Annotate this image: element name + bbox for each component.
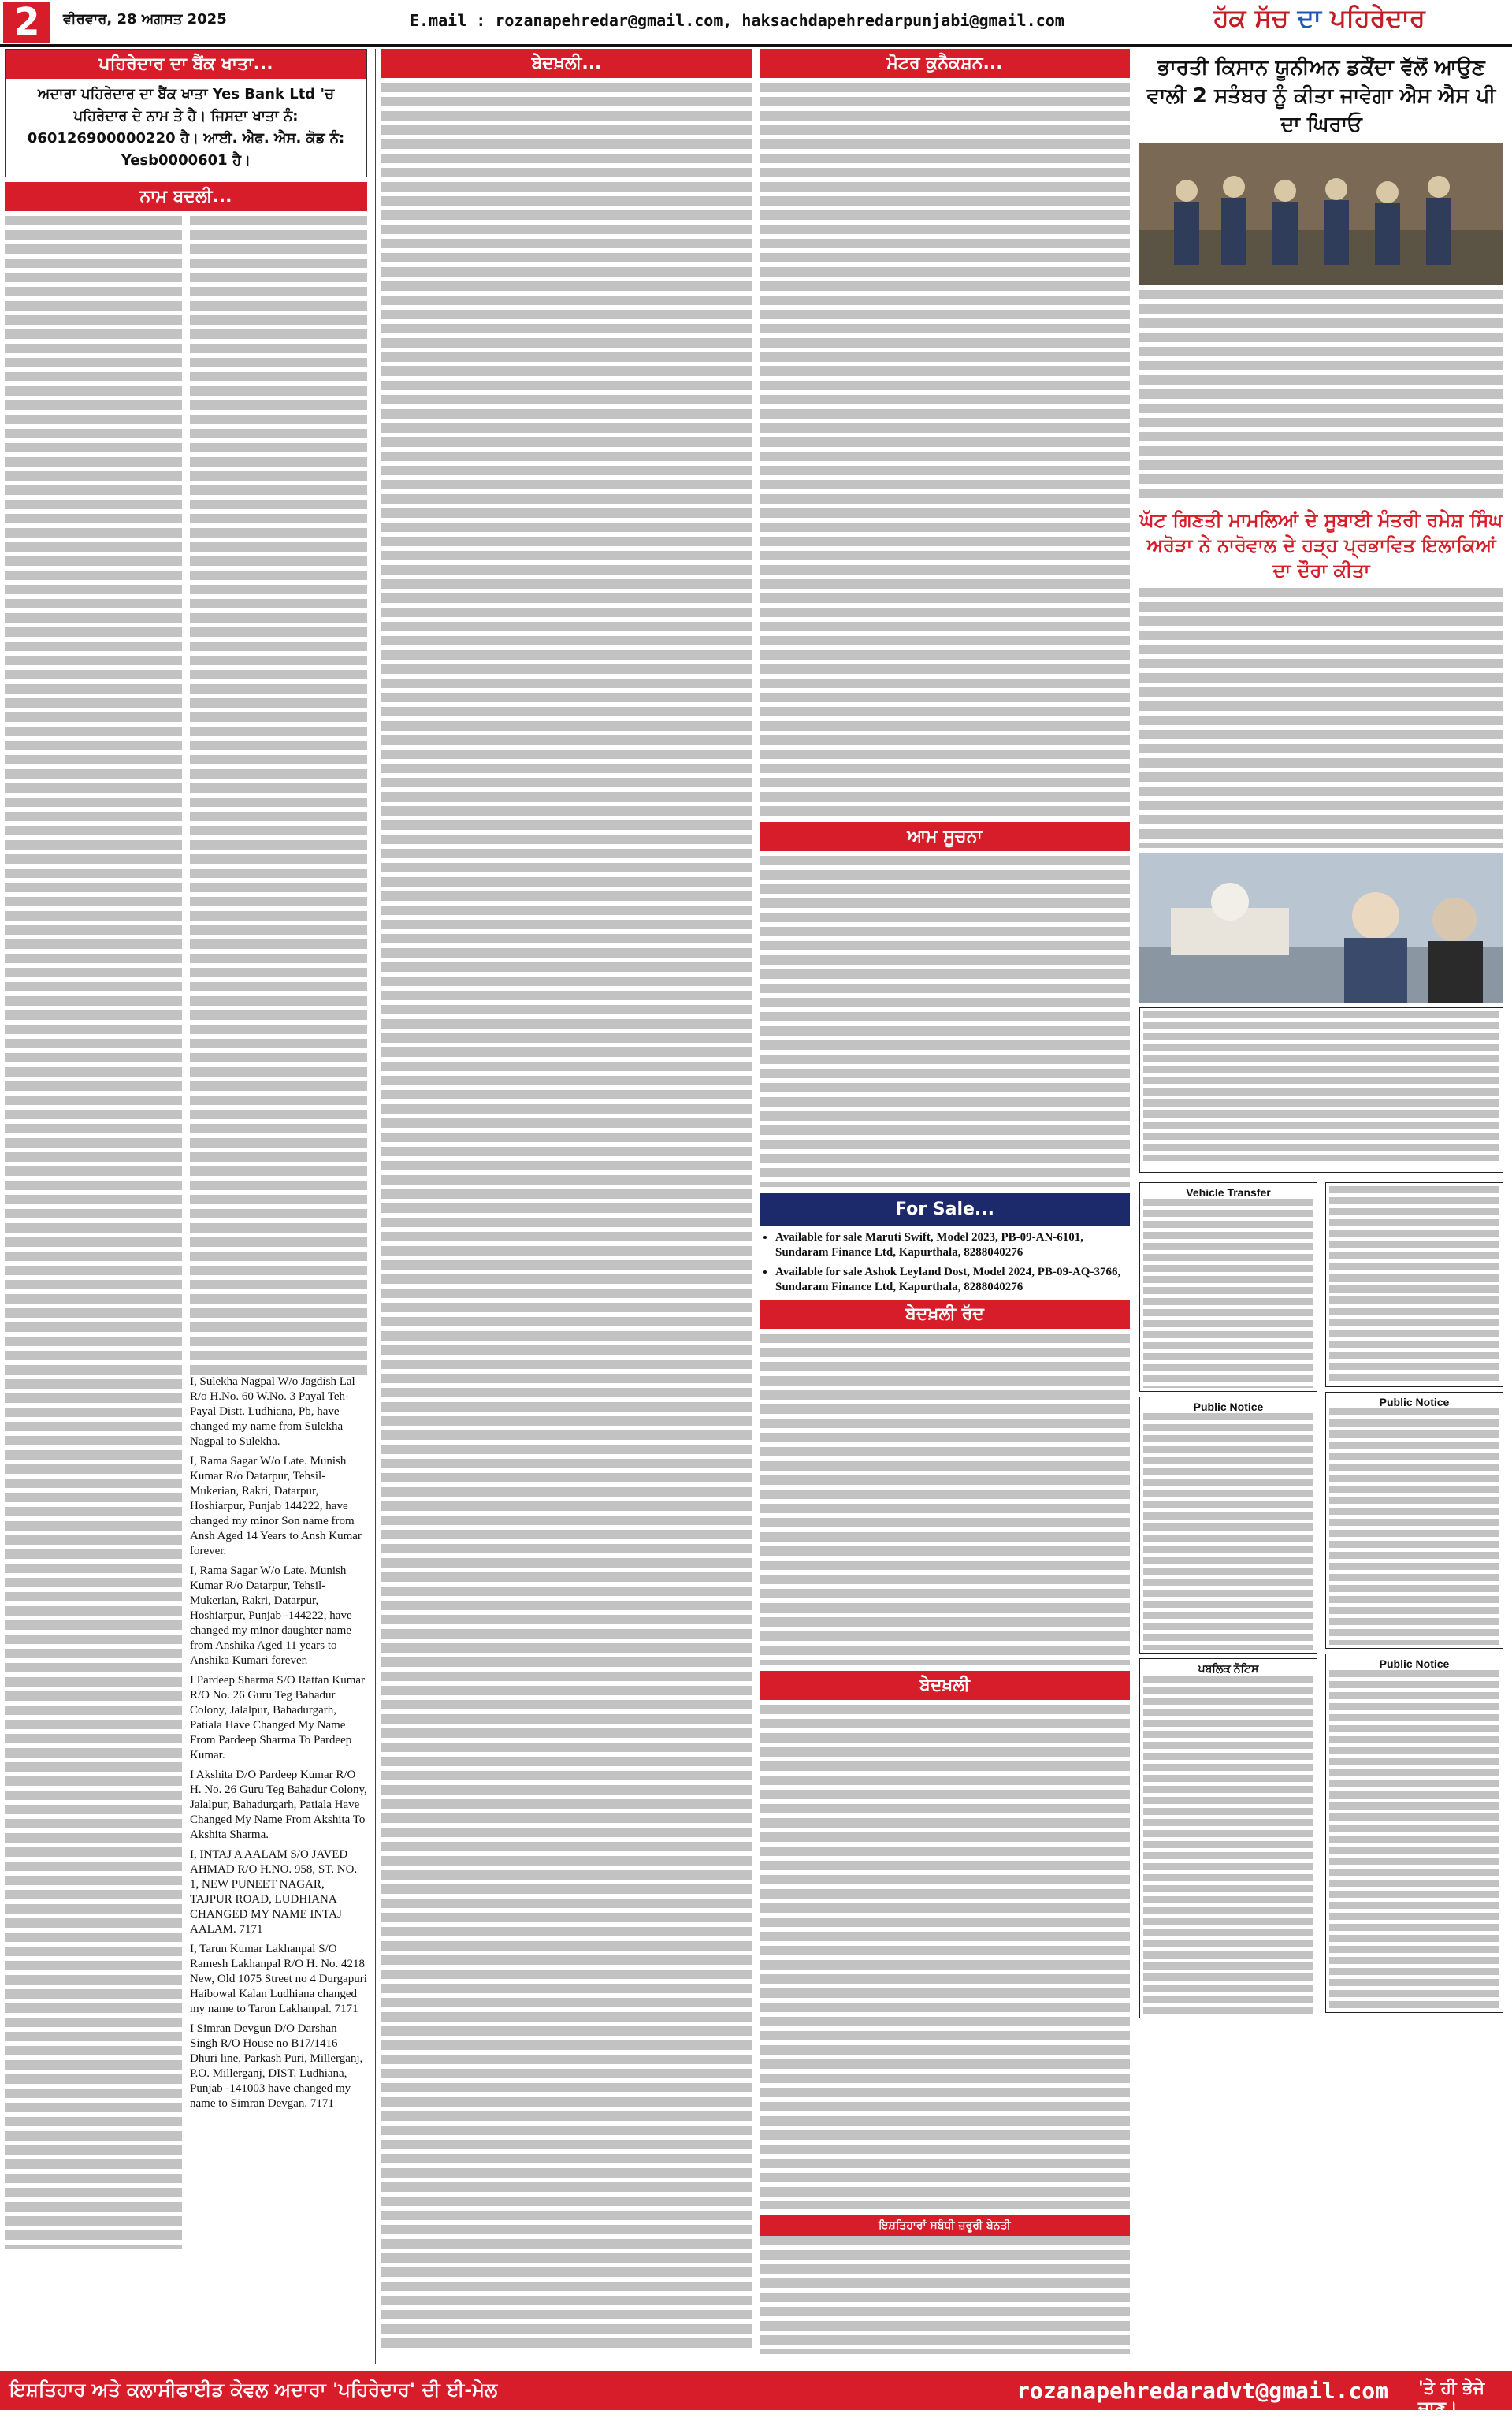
minister-photo <box>1139 853 1503 1003</box>
logo-part-2: ਦਾ <box>1297 3 1331 33</box>
advertisers-note-heading: ਇਸ਼ਤਿਹਾਰਾਂ ਸਬੰਧੀ ਜ਼ਰੂਰੀ ਬੇਨਤੀ <box>760 2215 1130 2236</box>
english-notice: I, Rama Sagar W/o Late. Munish Kumar R/o Datarpur, Tehsil- Mukerian, Rakri, Datarpur, Hoshiarpur, Punjab -144222, have changed my minor daughter name from Anshika Aged 11 years to Anshika Kumari forever. <box>190 1564 352 1667</box>
name-change-columns <box>5 216 367 2249</box>
public-notice-text <box>1143 1676 1313 2014</box>
public-notice-text <box>1143 1413 1313 1650</box>
footer-text: ਇਸ਼ਤਿਹਾਰ ਅਤੇ ਕਲਾਸੀਫਾਈਡ ਕੇਵਲ ਅਦਾਰਾ 'ਪਹਿਰੇਦਾਰ' ਦੀ ਈ-ਮੇਲ <box>9 2379 498 2401</box>
public-notice-text <box>1329 1186 1499 1383</box>
notice-columns <box>1139 1177 1503 2023</box>
for-sale-heading: For Sale... <box>760 1193 1130 1226</box>
minister-news-text <box>1139 588 1503 848</box>
public-notice-box-2 <box>1139 1658 1317 2018</box>
vehicle-transfer-box <box>1139 1182 1317 1392</box>
name-change-right <box>190 216 367 2249</box>
masthead-rule <box>0 44 1512 46</box>
vehicle-transfer-text <box>1143 1199 1313 1388</box>
public-notice-box-3 <box>1325 1182 1503 1387</box>
bedakhli-heading: ਬੇਦਖ਼ਲੀ... <box>381 49 752 78</box>
bedakhli-text-block <box>381 83 752 2353</box>
aam-suchna-text-block <box>760 856 1130 1187</box>
bedakhli-radd-text-block <box>760 1334 1130 1665</box>
footer-bar <box>0 2371 1512 2418</box>
footer-email[interactable]: rozanapehredaradvt@gmail.com <box>1016 2378 1389 2404</box>
notice-left <box>1139 1177 1317 2023</box>
english-notice: I, Sulekha Nagpal W/o Jagdish Lal R/o H.No. 60 W.No. 3 Payal Teh-Payal Distt. Ludhiana, Pb, have changed my name from Sulekha Nagpal to Sulekha. <box>190 1375 355 1448</box>
classified-text-block <box>5 216 182 2249</box>
motor-text-block <box>760 83 1130 816</box>
public-notice-text <box>1329 1408 1499 1645</box>
public-notice-title-pa: ਪਬਲਿਕ ਨੋਟਿਸ <box>1198 1662 1259 1675</box>
bank-heading: ਪਹਿਰੇਦਾਰ ਦਾ ਬੈਂਕ ਖਾਤਾ... <box>6 50 366 79</box>
kisan-news-text <box>1139 290 1503 503</box>
bank-account-box <box>5 49 367 177</box>
logo-part-1: ਹੱਕ ਸੱਚ <box>1213 3 1298 33</box>
column-4 <box>1139 49 1503 2364</box>
minister-photo-image <box>1139 853 1503 1003</box>
column-1 <box>5 49 367 2364</box>
footer-tail: 'ਤੇ ਹੀ ਭੇਜੇ ਜਾਣ। <box>1418 2379 1485 2418</box>
public-notice-title: Public Notice <box>1379 1657 1450 1670</box>
issue-date: ਵੀਰਵਾਰ, 28 ਅਗਸਤ 2025 <box>63 11 227 28</box>
english-notice: I Akshita D/O Pardeep Kumar R/O H. No. 26 Guru Teg Bahadur Colony, Jalalpur, Bahadurgarh, Patiala Have Changed My Name From Akshita To Akshita Sharma. <box>190 1769 367 1841</box>
public-notice-title: Public Notice <box>1193 1401 1264 1413</box>
headline-minister-visit: ਘੱਟ ਗਿਣਤੀ ਮਾਮਲਿਆਂ ਦੇ ਸੂਬਾਈ ਮੰਤਰੀ ਰਮੇਸ਼ ਸਿੰਘ ਅਰੋੜਾ ਨੇ ਨਾਰੋਵਾਲ ਦੇ ਹੜ੍ਹ ਪ੍ਰਭਾਵਿਤ ਇਲਾਕਿਆਂ ਦਾ ਦੌਰਾ ਕੀਤਾ <box>1139 509 1503 582</box>
headline-kisan-union: ਭਾਰਤੀ ਕਿਸਾਨ ਯੂਨੀਅਨ ਡਕੌਂਦਾ ਵੱਲੋਂ ਆਉਣ ਵਾਲੀ 2 ਸਤੰਬਰ ਨੂੰ ਕੀਤਾ ਜਾਵੇਗਾ ਐਸ ਐਸ ਪੀ ਦਾ ਘਿਰਾਓ <box>1146 56 1496 136</box>
notice-right <box>1325 1177 1503 2023</box>
public-notice-box-4 <box>1325 1392 1503 1649</box>
page-number: 2 <box>3 2 50 43</box>
bank-text: ਅਦਾਰਾ ਪਹਿਰੇਦਾਰ ਦਾ ਬੈਂਕ ਖਾਤਾ Yes Bank Ltd 'ਚ ਪਹਿਰੇਦਾਰ ਦੇ ਨਾਮ ਤੇ ਹੈ। ਜਿਸਦਾ ਖਾਤਾ ਨੰ: 060126900000220 ਹੈ। ਆਈ. ਐਫ. ਐਸ. ਕੋਡ ਨੰ: Yesb0000601 ਹੈ। <box>27 86 345 169</box>
for-sale-list <box>760 1230 1130 1295</box>
public-notice-box-5 <box>1325 1654 1503 2013</box>
motor-connection-heading: ਮੋਟਰ ਕੁਨੈਕਸ਼ਨ... <box>760 49 1130 78</box>
public-notice-text <box>1329 1670 1499 2009</box>
advertisers-note-text <box>760 2236 1130 2354</box>
for-sale-item: • Available for sale Maruti Swift, Model 2023, PB-09-AN-6101, Sundaram Finance Ltd, Kapurthala, 8288040276 <box>775 1230 1127 1260</box>
column-divider <box>375 49 376 2364</box>
english-notice: I, Rama Sagar W/o Late. Munish Kumar R/o Datarpur, Tehsil- Mukerian, Rakri, Datarpur, Hoshiarpur, Punjab 144222, have changed my minor Son name from Ansh Aged 14 Years to Ansh Kumar forever. <box>190 1455 362 1557</box>
newspaper-logo <box>1213 3 1425 34</box>
column-3 <box>760 49 1130 2364</box>
official-notice-text <box>1143 1011 1499 1161</box>
name-change-left <box>5 216 182 2249</box>
aam-suchna-heading: ਆਮ ਸੂਚਨਾ <box>760 822 1130 851</box>
bedakhli-radd-heading: ਬੇਦਖ਼ਲੀ ਰੱਦ <box>760 1300 1130 1329</box>
english-notice: I Simran Devgun D/O Darshan Singh R/O House no B17/1416 Dhuri line, Parkash Puri, Millerganj, P.O. Millerganj, DIST. Ludhiana, Punjab -141003 have changed my name to Simran Devgan. 7171 <box>190 2022 363 2110</box>
bedakhli-2-text-block <box>760 1705 1130 2209</box>
official-notice-box <box>1139 1007 1503 1173</box>
public-notice-box-1 <box>1139 1397 1317 1654</box>
public-notice-title: Public Notice <box>1379 1396 1450 1408</box>
name-change-heading: ਨਾਮ ਬਦਲੀ... <box>5 182 367 211</box>
bedakhli-2-heading: ਬੇਦਖ਼ਲੀ <box>760 1671 1130 1700</box>
column-2 <box>381 49 752 2364</box>
protest-photo <box>1139 143 1503 285</box>
vehicle-transfer-title: Vehicle Transfer <box>1186 1186 1271 1199</box>
classified-text-block <box>190 216 367 1375</box>
masthead-email: E.mail : rozanapehredar@gmail.com, haksachdapehredarpunjabi@gmail.com <box>410 11 1064 30</box>
english-notice: I, INTAJ A AALAM S/O JAVED AHMAD R/O H.NO. 958, ST. NO. 1, NEW PUNEET NAGAR, TAJPUR ROAD, LUDHIANA CHANGED MY NAME INTAJ AALAM. 7171 <box>190 1848 358 1936</box>
logo-part-3: ਪਹਿਰੇਦਾਰ <box>1330 3 1425 33</box>
protest-photo-image <box>1139 143 1503 285</box>
masthead <box>0 0 1512 46</box>
english-notice: I Pardeep Sharma S/O Rattan Kumar R/O No. 26 Guru Teg Bahadur Colony, Jalalpur, Bahadurgarh, Patiala Have Changed My Name From Pardeep Sharma To Pardeep Kumar. <box>190 1674 366 1761</box>
english-notice: I, Tarun Kumar Lakhanpal S/O Ramesh Lakhanpal R/O H. No. 4218 New, Old 1075 Street no 4 Durgapuri Haibowal Kalan Ludhiana changed my name to Tarun Lakhanpal. 7171 <box>190 1943 367 2015</box>
for-sale-item: • Available for sale Ashok Leyland Dost, Model 2024, PB-09-AQ-3766, Sundaram Finance Ltd, Kapurthala, 8288040276 <box>775 1265 1127 1295</box>
